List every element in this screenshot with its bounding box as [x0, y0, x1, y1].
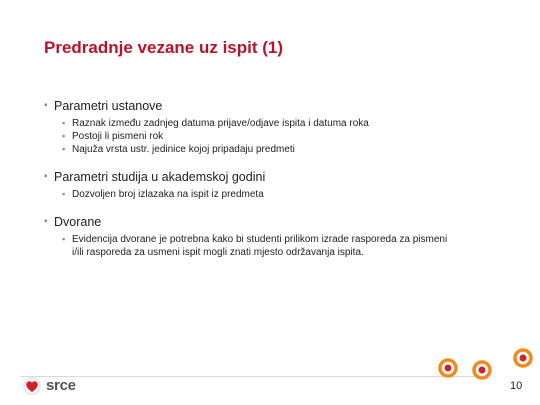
list-item — [62, 117, 504, 130]
list-item — [62, 143, 504, 156]
section-heading-text: Parametri studija u akademskoj godini — [54, 170, 266, 184]
section-heading — [44, 98, 504, 114]
srce-logo — [22, 376, 76, 396]
slide-content — [44, 98, 504, 259]
list-item-text: Najuža vrsta ustr. jedinice kojoj pripadaju predmeti — [72, 144, 295, 155]
logo-text: srce — [46, 377, 76, 394]
list-item-text: Dozvoljen broj izlazaka na ispit iz predmeta — [72, 189, 264, 200]
section-institution-params — [44, 98, 504, 156]
page-number: 10 — [510, 380, 523, 392]
square-bullet-icon: ▪ — [62, 234, 66, 244]
srce-logo-icon — [22, 376, 42, 396]
square-bullet-icon: ▪ — [44, 171, 48, 182]
square-bullet-icon: ▪ — [62, 144, 66, 154]
section-heading — [44, 169, 504, 185]
sub-list — [62, 188, 504, 201]
square-bullet-icon: ▪ — [62, 189, 66, 199]
square-bullet-icon: ▪ — [62, 131, 66, 141]
square-bullet-icon: ▪ — [44, 100, 48, 111]
list-item — [62, 233, 504, 259]
square-bullet-icon: ▪ — [62, 118, 66, 128]
list-item — [62, 130, 504, 143]
footer-divider — [20, 376, 480, 377]
list-item-text: Postoji li pismeni rok — [72, 131, 164, 142]
slide-title: Predradnje vezane uz ispit (1) — [44, 38, 284, 57]
section-heading-text: Dvorane — [54, 215, 102, 229]
section-heading — [44, 214, 504, 230]
sub-list — [62, 117, 504, 156]
section-heading-text: Parametri ustanove — [54, 99, 163, 113]
ring-dots-icon — [430, 346, 540, 386]
list-item-text: Evidencija dvorane je potrebna kako bi studenti prilikom izrade rasporeda za pismeni — [72, 234, 448, 245]
list-item-text: Raznak između zadnjeg datuma prijave/odjave ispita i datuma roka — [72, 118, 369, 129]
section-study-params — [44, 169, 504, 201]
sub-list — [62, 233, 504, 259]
section-halls — [44, 214, 504, 259]
list-item — [62, 188, 504, 201]
square-bullet-icon: ▪ — [44, 216, 48, 227]
list-item-text-continued: i/ili rasporeda za usmeni ispit mogli znati mjesto održavanja ispita. — [72, 247, 364, 258]
